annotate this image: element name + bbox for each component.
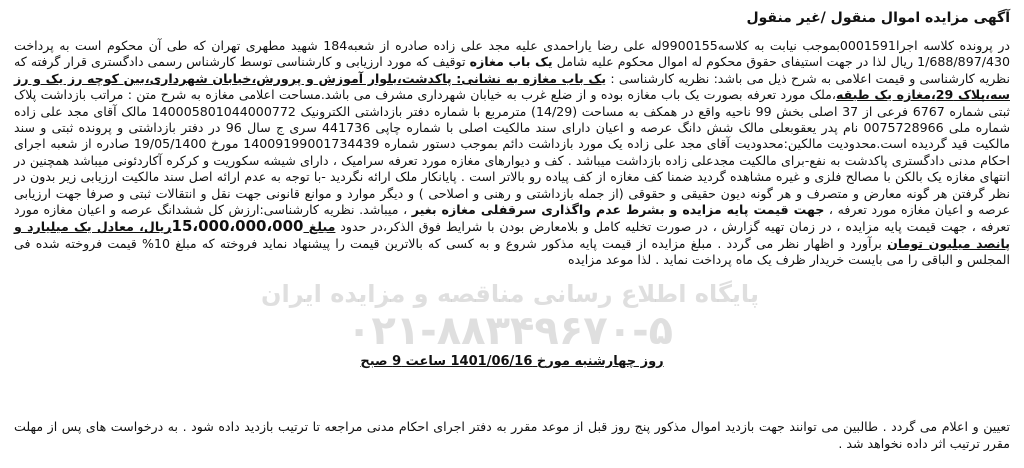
notice-footer: تعیین و اعلام می گردد . طالبین می توانند جهت بازدید اموال مذکور پنج روز قبل از موعد مقرر به دفتر اجرای احکام مدنی مراجعه تا ترتیب بازدید داده شود . به درخواست های پس از مهلت مقرر ترتیب اثر داده نخواهد شد .: [14, 419, 1010, 451]
body-text-3: ،ملک مورد تعرفه بصورت یک باب مغازه بوده و از ضلع غرب به خیابان شهرداری مشرف می باشد.مساحت اعلامی مغازه به شرح متن : مراتب بازداشت پلاک ثبتی شماره 6767 فرعی از 37 اصلی بخش 99 ناحیه واقع در همکف به مساحت (14/29) مترمربع با شماره دفتر بازداشتی الکترونیک 140005801044000772 مالک آقای مجد علی زاده شماره ملی 0075728966 نام پدر یعقوبعلی مالک شش دانگ عرصه و اعیان دارای سند مالکیت اصلی با شماره چاپی 441736 سری ج سال 96 در دفتر بازداشتی و پرونده ثبتی و سند مالکیت قید گردیده است.محدودیت مالکین:محدودیت آقای مجد علی زاده یک مورد بازداشت دائم بموجب دستور شماره 14009199001734439 مورخ 19/05/1400 صادره از شعبه اجرای احکام مدنی دادگستری پاکدشت به نفع-برای مالکیت مجدعلی زاده بازداشت میباشد . کف و دیوارهای مغازه مورد تعرفه سرامیک ، دارای شیشه سکوریت و کرکره آکاردئونی میباشد همچنین در انتهای مغازه یک بالکن با مصالح فلزی و غیره مشاهده گردید ضمنا کف مغازه از کف پیاده رو بالاتر است . پایانکار ملک ارائه نگردید -با توجه به عدم ارائه اصل سند مالکیت ارزیابی زیر بدون در نظر گرفتن هر گونه معارض و متصرف و هر گونه دیون حقیقی و حقوقی (از جمله بازداشتی و رهنی و اصلاحی ) و دیگر موارد و موانع قانونی جهت نقل و انتقالات ثبتی و صرفا جهت ارزیابی عرصه و اعیان مغازه مورد تعرفه ،: [14, 87, 1011, 218]
amount-value: 15،000،000،000: [171, 217, 304, 236]
body-text-5: برآورد و اظهار نظر می گردد . مبلغ مزایده از قیمت پایه مذکور شروع و به کسی که بالاترین قیمت را پیشنهاد نماید فروخته که مبلغ 10% قیمت فروخته شده فی المجلس و الباقی را می بایست خریدار ظرف یک ماه پرداخت نماید . لذا موعد مزایده: [14, 235, 1010, 268]
amount-label: مبلغ: [303, 219, 336, 235]
notice-body: [14, 38, 1010, 269]
body-condition: جهت قیمت پایه مزایده و بشرط عدم واگذاری سرقفلی مغازه بغیر: [411, 202, 825, 218]
body-text-1: در پرونده کلاسه اجرا0001591بموجب نیابت به کلاسه9900155له علی رضا یاراحمدی علیه مجد علی زاده صادره از شعبه184 شهید مطهری تهران که طی آن محکوم است به پرداخت 1/688/897/430 ریال لذا در جهت استیفای حقوق محکوم له اموال محکوم علیه شامل: [14, 38, 1011, 70]
body-bold-property: یک باب مغازه: [469, 54, 553, 70]
body-text-4: ، میباشد. نظریه کارشناسی:ارزش کل ششدانگ عرصه و اعیان مغازه مورد تعرفه ، جهت قیمت پایه مزایده ، در زمان تهیه گزارش ، در صورت تخلیه کامل و بلامعارض بودن با شرایط فوق الذکر،در حدود: [14, 202, 1010, 235]
amount-words: ریال، معادل یک میلیارد و پانصد میلیون تومان: [14, 219, 1010, 251]
notice-title: آگهی مزایده اموال منقول /غیر منقول: [746, 10, 1010, 26]
watermark: [250, 280, 770, 390]
auction-date: روز چهارشنبه مورخ 1401/06/16 ساعت 9 صبح: [360, 354, 664, 369]
watermark-phone: ۰۲۱-۸۸۳۴۹۶۷۰-۵: [346, 308, 674, 354]
body-address: یک باب مغازه به نشانی: پاکدشت،بلوار آموزش و پرورش،خیابان شهرداری،بین کوچه رز یک و رز سه،پلاک 29،مغازه یک طبقه: [14, 70, 1010, 103]
body-text-2: توقیف که مورد ارزیابی و کارشناسی توسط کارشناس رسمی دادگستری قرار گرفته که نظریه کارشناسی و قیمت اعلامی به شرح ذیل می باشد: نظریه کارشناسی :: [14, 54, 1010, 86]
watermark-text: پایگاه اطلاع رسانی مناقصه و مزایده ایران: [261, 280, 759, 308]
